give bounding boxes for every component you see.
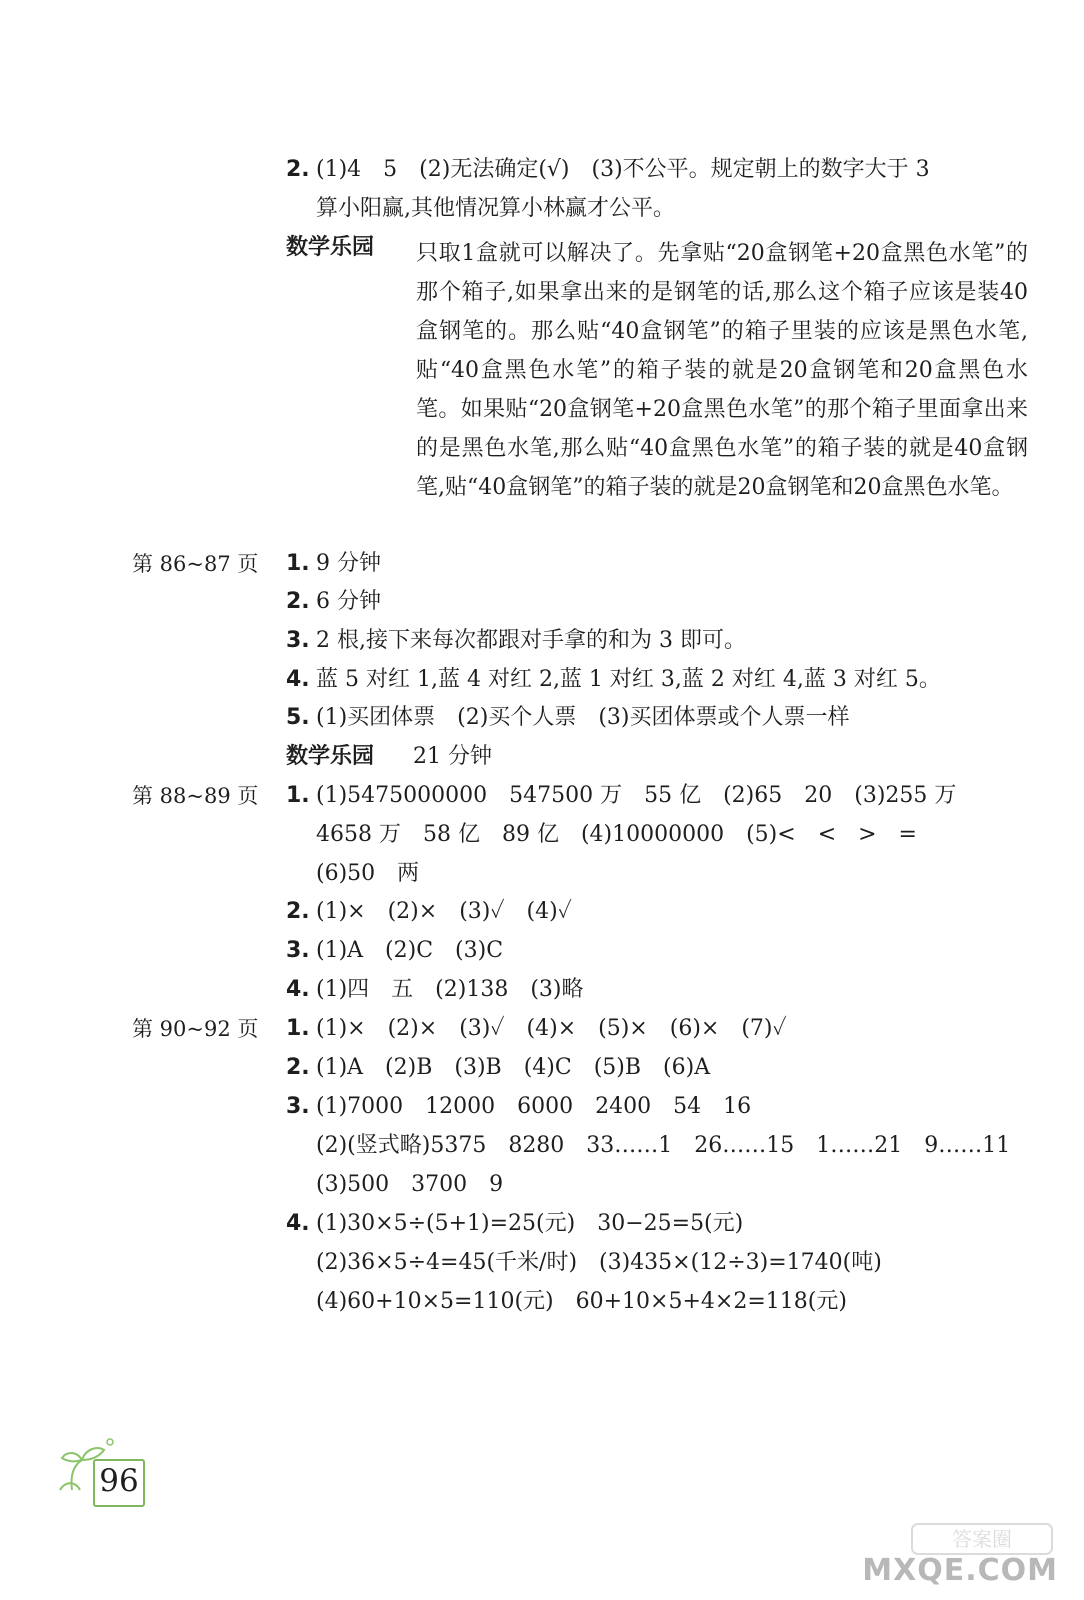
list-item-line: (4)60+10×5=110(元) 60+10×5+4×2=118(元) (316, 1289, 847, 1314)
list-item: 6 分钟 (316, 589, 381, 614)
section-label-90-92: 第 90~92 页 (132, 1017, 259, 1041)
list-item-line: (6)50 两 (316, 861, 420, 886)
list-item: 9 分钟 (316, 551, 381, 576)
list-item-number: 5. (286, 705, 310, 730)
list-item-number: 4. (286, 977, 310, 1002)
list-item: (1)买团体票 (2)买个人票 (3)买团体票或个人票一样 (316, 705, 850, 730)
list-item-line: (1)7000 12000 6000 2400 54 16 (316, 1094, 752, 1119)
list-item-number: 1. (286, 783, 310, 808)
math-garden-label: 数学乐园 (286, 744, 375, 769)
list-item-number: 3. (286, 628, 310, 653)
list-item: (1)A (2)B (3)B (4)C (5)B (6)A (316, 1055, 711, 1080)
section-label-88-89: 第 88~89 页 (132, 784, 259, 808)
list-item: (1)A (2)C (3)C (316, 938, 504, 963)
list-item-line: (1)30×5÷(5+1)=25(元) 30−25=5(元) (316, 1211, 744, 1236)
math-garden-answer: 21 分钟 (413, 744, 492, 769)
item-2-line-2: 算小阳赢,其他情况算小林赢才公平。 (316, 196, 675, 221)
list-item-number: 3. (286, 1094, 310, 1119)
list-item-number: 4. (286, 1211, 310, 1236)
item-2-line-1: (1)4 5 (2)无法确定(√) (3)不公平。规定朝上的数字大于 3 (316, 157, 930, 182)
list-item-number: 3. (286, 938, 310, 963)
math-garden-label: 数学乐园 (286, 235, 375, 260)
math-garden-answer: 只取1盒就可以解决了。先拿贴“20盒钢笔+20盒黑色水笔”的那个箱子,如果拿出来的是钢笔的话,那么这个箱子应该是装40盒钢笔的。那么贴“40盒钢笔”的箱子里装的应该是黑色水笔,贴“40盒黑色水笔”的箱子装的就是20盒钢笔和20盒黑色水笔。如果贴“20盒钢笔+20盒黑色水笔”的那个箱子里面拿出来的是黑色水笔,那么贴“40盒黑色水笔”的箱子装的就是40盒钢笔,贴“40盒钢笔”的箱子装的就是20盒钢笔和20盒黑色水笔。 (416, 241, 1028, 500)
list-item: 蓝 5 对红 1,蓝 4 对红 2,蓝 1 对红 3,蓝 2 对红 4,蓝 3 对红 5。 (316, 667, 941, 692)
list-item-line: (1)5475000000 547500 万 55 亿 (2)65 20 (3)255 万 (316, 783, 957, 808)
list-item-line: (3)500 3700 9 (316, 1172, 504, 1197)
list-item-number: 1. (286, 551, 310, 576)
list-item: (1)× (2)× (3)✓ (4)✓ (316, 899, 572, 924)
list-item-line: (2)36×5÷4=45(千米/时) (3)435×(12÷3)=1740(吨) (316, 1250, 882, 1275)
list-item-number: 2. (286, 899, 310, 924)
svg-text:答案圈: 答案圈 (952, 1527, 1012, 1551)
watermark-text: MXQE.COM (862, 1553, 1058, 1588)
list-item-number: 2. (286, 589, 310, 614)
list-item: (1)四 五 (2)138 (3)略 (316, 977, 584, 1002)
list-item-number: 1. (286, 1016, 310, 1041)
list-item-number: 4. (286, 667, 310, 692)
list-item-number: 2. (286, 1055, 310, 1080)
list-item: (1)× (2)× (3)✓ (4)× (5)× (6)× (7)✓ (316, 1016, 787, 1041)
list-item: 2 根,接下来每次都跟对手拿的和为 3 即可。 (316, 628, 746, 653)
list-item-line: (2)(竖式略)5375 8280 33……1 26……15 1……21 9……11 (316, 1133, 1011, 1158)
page-number: 96 (99, 1463, 139, 1499)
section-label-86-87: 第 86~87 页 (132, 552, 259, 576)
item-2-number: 2. (286, 157, 310, 182)
list-item-line: 4658 万 58 亿 89 亿 (4)10000000 (5)< < > = (316, 822, 917, 847)
